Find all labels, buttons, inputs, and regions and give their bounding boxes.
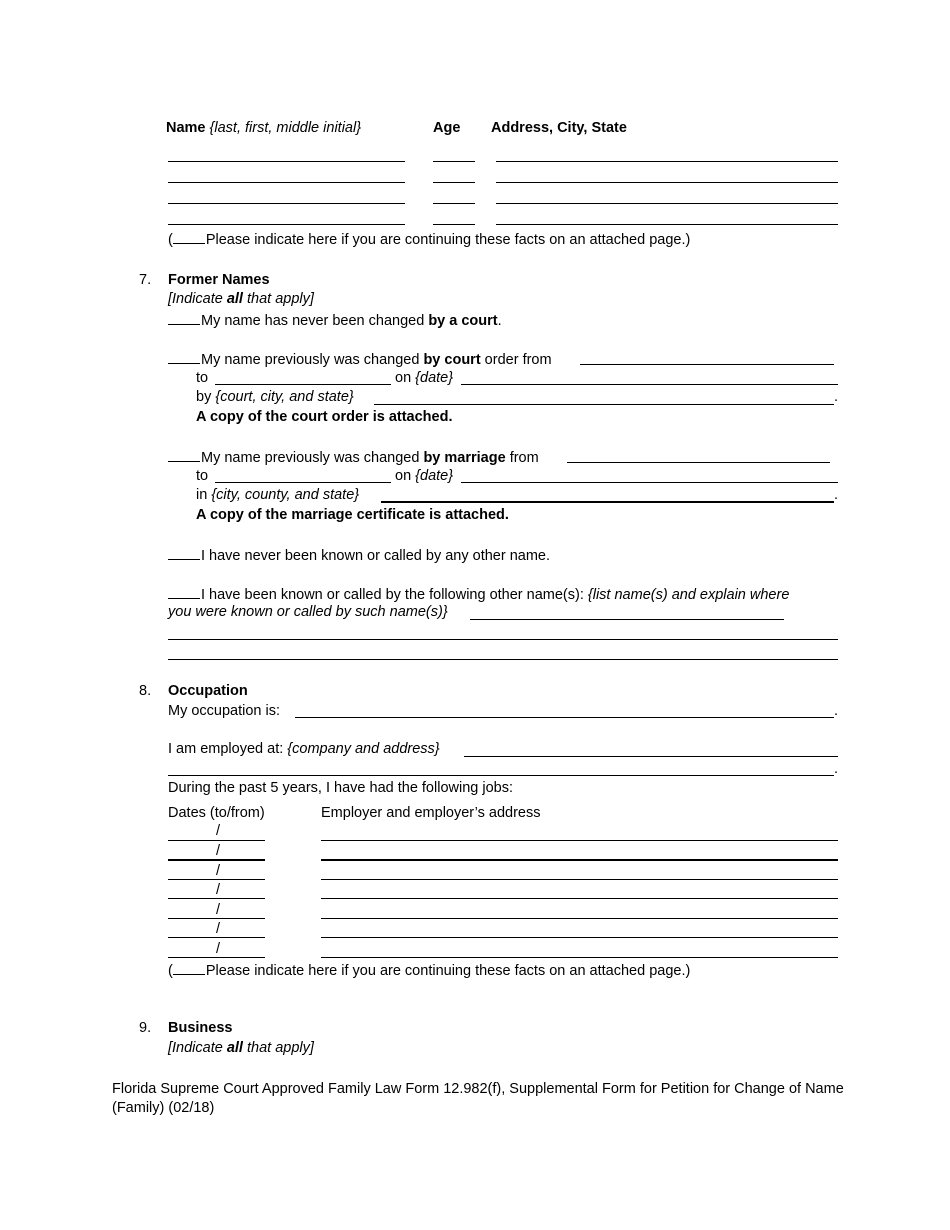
court-on-date: on {date} xyxy=(395,370,454,386)
continuation-note-2: ( Please indicate here if you are continuing these facts on an attached page.) xyxy=(168,960,690,980)
date-separator: / xyxy=(216,921,221,937)
continuation-checkbox-1[interactable] xyxy=(173,229,205,244)
name-column-header xyxy=(166,119,361,137)
marriage-from-name-field[interactable] xyxy=(567,462,830,463)
court-change-checkbox[interactable] xyxy=(168,349,200,364)
section-9-title: Business xyxy=(168,1020,233,1036)
section-7-number: 7. xyxy=(139,272,152,288)
name-field-2[interactable] xyxy=(168,182,405,183)
known-as-field-3[interactable] xyxy=(168,659,838,660)
job-employer-field-6[interactable] xyxy=(321,937,838,938)
court-change-option: My name previously was changed by court order from xyxy=(168,349,552,369)
known-as-hint-continued: you were known or called by such name(s)} xyxy=(168,604,448,620)
date-separator: / xyxy=(216,902,221,918)
section-7-title: Former Names xyxy=(168,272,270,288)
address-column-header: Address, City, State xyxy=(491,120,627,136)
known-as-field-1[interactable] xyxy=(470,619,784,620)
job-employer-field-5[interactable] xyxy=(321,918,838,919)
age-field-4[interactable] xyxy=(433,224,475,225)
name-field-3[interactable] xyxy=(168,203,405,204)
court-location-field[interactable] xyxy=(374,404,834,405)
employer-field-1[interactable] xyxy=(464,756,838,757)
age-column-header: Age xyxy=(433,120,461,136)
job-date-field-7[interactable] xyxy=(168,957,265,958)
job-employer-field-2[interactable] xyxy=(321,859,838,861)
name-field-1[interactable] xyxy=(168,161,405,162)
occupation-period: . xyxy=(834,703,839,719)
known-as-checkbox[interactable] xyxy=(168,584,200,599)
marriage-location-field[interactable] xyxy=(381,501,834,503)
job-date-field-1[interactable] xyxy=(168,840,265,841)
job-employer-field-3[interactable] xyxy=(321,879,838,880)
job-date-field-6[interactable] xyxy=(168,937,265,938)
employer-period: . xyxy=(834,761,839,777)
never-changed-checkbox[interactable] xyxy=(168,310,200,325)
dates-column-header: Dates (to/from) xyxy=(168,805,265,821)
address-field-2[interactable] xyxy=(496,182,838,183)
known-as-option: I have been known or called by the following other name(s): {list name(s) and explain where xyxy=(168,584,789,604)
court-copy-note: A copy of the court order is attached. xyxy=(196,409,453,425)
section-9-instruction: [Indicate all that apply] xyxy=(168,1040,314,1056)
address-field-4[interactable] xyxy=(496,224,838,225)
section-9-number: 9. xyxy=(139,1020,152,1036)
never-known-option: I have never been known or called by any other name. xyxy=(168,545,550,565)
date-separator: / xyxy=(216,843,221,859)
employer-field-2[interactable] xyxy=(168,775,834,776)
date-separator: / xyxy=(216,941,221,957)
age-field-2[interactable] xyxy=(433,182,475,183)
marriage-to-name-field[interactable] xyxy=(215,482,391,483)
known-as-field-2[interactable] xyxy=(168,639,838,640)
date-separator: / xyxy=(216,882,221,898)
marriage-date-field[interactable] xyxy=(461,482,838,483)
marriage-change-checkbox[interactable] xyxy=(168,447,200,462)
job-date-field-2[interactable] xyxy=(168,859,265,861)
address-field-1[interactable] xyxy=(496,161,838,162)
name-hint: {last, first, middle initial} xyxy=(209,120,362,136)
occupation-field[interactable] xyxy=(295,717,834,718)
form-footer: Florida Supreme Court Approved Family Law Form 12.982(f), Supplemental Form for Petition for Change of Name (Family) (02/18) xyxy=(112,1081,844,1116)
employed-label: I am employed at: {company and address} xyxy=(168,741,440,757)
date-separator: / xyxy=(216,863,221,879)
job-date-field-4[interactable] xyxy=(168,898,265,899)
court-by-label: by {court, city, and state} xyxy=(196,389,354,405)
marriage-change-option: My name previously was changed by marriage from xyxy=(168,447,539,467)
court-period: . xyxy=(834,389,839,405)
job-date-field-3[interactable] xyxy=(168,879,265,880)
name-label: Name xyxy=(166,120,206,136)
marriage-on-date: on {date} xyxy=(395,468,454,484)
past-jobs-intro: During the past 5 years, I have had the following jobs: xyxy=(168,780,513,796)
section-8-number: 8. xyxy=(139,683,152,699)
marriage-period: . xyxy=(834,487,839,503)
job-employer-field-7[interactable] xyxy=(321,957,838,958)
continuation-note-1: ( Please indicate here if you are continuing these facts on an attached page.) xyxy=(168,229,690,249)
employer-column-header: Employer and employer’s address xyxy=(321,805,541,821)
court-date-field[interactable] xyxy=(461,384,838,385)
section-7-instruction: [Indicate all that apply] xyxy=(168,291,314,307)
age-field-3[interactable] xyxy=(433,203,475,204)
marriage-copy-note: A copy of the marriage certificate is attached. xyxy=(196,507,509,523)
marriage-to-label: to xyxy=(196,468,209,484)
date-separator: / xyxy=(216,823,221,839)
job-employer-field-4[interactable] xyxy=(321,898,838,899)
court-from-name-field[interactable] xyxy=(580,364,834,365)
job-employer-field-1[interactable] xyxy=(321,840,838,841)
age-field-1[interactable] xyxy=(433,161,475,162)
never-known-checkbox[interactable] xyxy=(168,545,200,560)
name-field-4[interactable] xyxy=(168,224,405,225)
court-to-name-field[interactable] xyxy=(215,384,391,385)
section-8-title: Occupation xyxy=(168,683,248,699)
address-field-3[interactable] xyxy=(496,203,838,204)
court-to-label: to xyxy=(196,370,209,386)
marriage-in-label: in {city, county, and state} xyxy=(196,487,360,503)
continuation-checkbox-2[interactable] xyxy=(173,960,205,975)
occupation-label: My occupation is: xyxy=(168,703,281,719)
never-changed-option: My name has never been changed by a court. xyxy=(168,310,502,330)
job-date-field-5[interactable] xyxy=(168,918,265,919)
